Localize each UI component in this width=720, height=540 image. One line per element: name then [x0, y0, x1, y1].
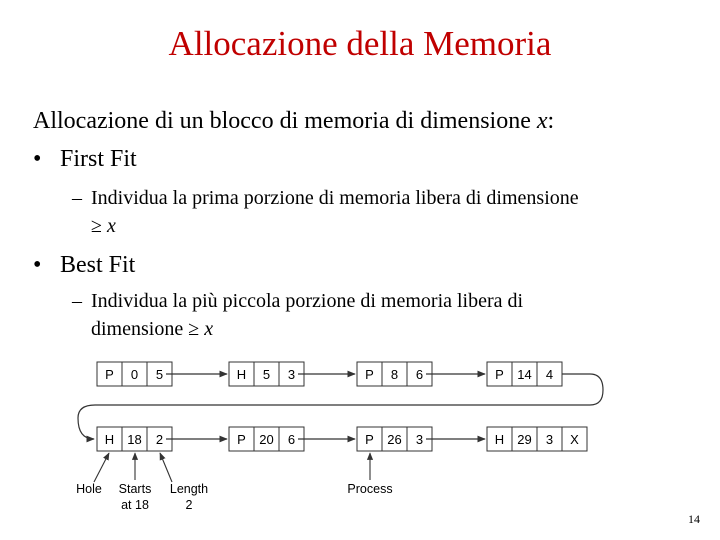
slide-title: Allocazione della Memoria [168, 24, 552, 63]
memory-cell-label: P [105, 367, 114, 382]
memory-cell-label: P [237, 432, 246, 447]
memory-cell-label: 29 [517, 432, 532, 447]
page-number: 14 [688, 512, 700, 526]
memory-cell-label: 4 [545, 367, 554, 382]
dash-icon: – [72, 187, 82, 209]
best-fit-label: Best Fit [60, 252, 136, 278]
dash-icon: – [72, 290, 82, 312]
memory-cell-label: 3 [545, 432, 554, 447]
memory-cell-label: P [365, 432, 374, 447]
best-fit-cont-text: dimensione [91, 318, 189, 340]
memory-cell-label: H [236, 367, 247, 382]
memory-cell-label: 20 [259, 432, 274, 447]
first-fit-desc: Individua la prima porzione di memoria libera di dimensione [91, 187, 579, 209]
memory-cell-label: 0 [130, 367, 139, 382]
memory-cell-label: 5 [262, 367, 271, 382]
memory-cell-label: 5 [155, 367, 164, 382]
memory-cell-label: 6 [287, 432, 296, 447]
memory-cell-label: 6 [415, 367, 424, 382]
caption-length: Length [169, 482, 209, 496]
memory-cell-label: P [495, 367, 504, 382]
intro-text: Allocazione di un blocco di memoria di dimensione [33, 108, 537, 134]
caption-starts-value: at 18 [121, 498, 149, 512]
memory-cell-label: 14 [517, 367, 532, 382]
pointer-arrow [94, 453, 109, 482]
intro-var: x [536, 108, 548, 134]
memory-cell-label: 3 [415, 432, 424, 447]
first-fit-var: x [106, 215, 116, 237]
best-fit-var: x [204, 318, 214, 340]
caption-process: Process [347, 482, 393, 496]
intro-colon: : [547, 108, 555, 134]
memory-cell-label: 3 [287, 367, 296, 382]
memory-cell-label: H [494, 432, 505, 447]
memory-cell-label: 18 [127, 432, 142, 447]
memory-cell-label: X [570, 432, 579, 447]
memory-cell-label: 2 [155, 432, 164, 447]
first-fit-label: First Fit [60, 146, 137, 172]
bullet-icon: • [33, 252, 42, 278]
caption-hole: Hole [76, 482, 102, 496]
memory-cell-label: 26 [387, 432, 402, 447]
caption-length-value: 2 [185, 498, 193, 512]
memory-cell-label: H [104, 432, 115, 447]
memory-cell-label: 8 [390, 367, 399, 382]
bullet-icon: • [33, 146, 42, 172]
first-fit-symbol: ≥ [91, 215, 102, 237]
memory-cell-label: P [365, 367, 374, 382]
best-fit-desc: Individua la più piccola porzione di memoria libera di [91, 290, 524, 312]
pointer-arrow [160, 453, 172, 482]
best-fit-symbol: ≥ [188, 318, 200, 340]
caption-starts: Starts [118, 482, 152, 496]
